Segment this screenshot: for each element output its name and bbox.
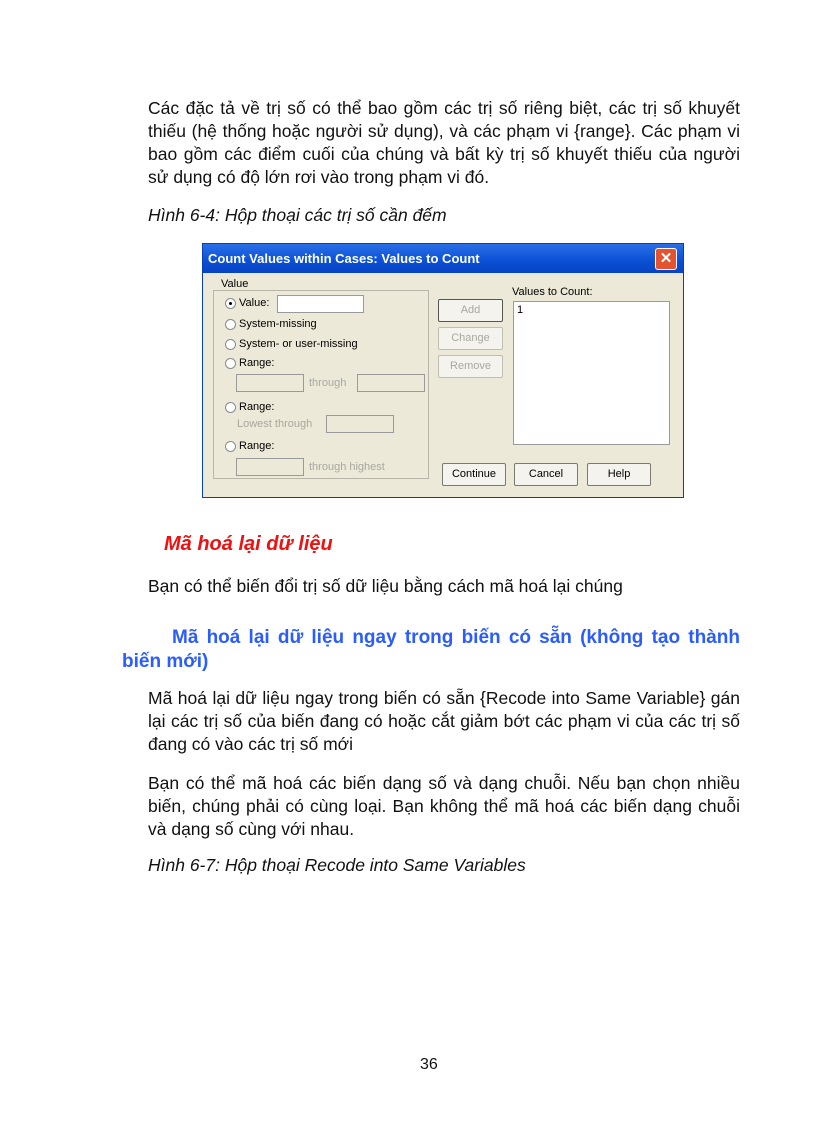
radio-range-highest-label: Range: [239,440,275,452]
cancel-button[interactable]: Cancel [514,463,578,486]
range-from-input[interactable] [236,374,304,392]
values-to-count-label: Values to Count: [512,286,593,298]
value-input[interactable] [277,295,364,313]
dialog-title: Count Values within Cases: Values to Count [203,244,683,273]
paragraph-recode-same: Mã hoá lại dữ liệu ngay trong biến có sẵn {Recode into Same Variable} gán lại các trị số của biến đang có hoặc cắt giảm bớt các phạm vi của các trị số đang có vào các trị số mới [148,688,740,754]
lowest-through-label: Lowest through [237,418,313,430]
count-values-dialog [202,243,684,498]
range-to-input[interactable] [357,374,425,392]
paragraph-recode-intro: Bạn có thể biến đổi trị số dữ liệu bằng cách mã hoá lại chúng [148,576,623,596]
figure-caption-6-4: Hình 6-4: Hộp thoại các trị số cần đếm [148,205,447,225]
through-highest-label: through highest [309,461,385,473]
change-button[interactable]: Change [438,327,503,350]
lowest-through-input[interactable] [326,415,394,433]
figure-caption-6-7: Hình 6-7: Hộp thoại Recode into Same Variables [148,855,526,875]
radio-range-label: Range: [239,357,275,369]
close-icon[interactable]: ✕ [655,248,677,270]
page-number: 36 [420,1056,438,1073]
radio-system-user-missing-label: System- or user-missing [239,338,358,350]
section-heading-recode: Mã hoá lại dữ liệu [164,533,333,555]
paragraph-recode-types: Bạn có thể mã hoá các biến dạng số và dạng chuỗi. Nếu bạn chọn nhiều biến, chúng phải có cùng loại. Bạn không thể mã hoá các biến dạng chuỗi và dạng số cùng với nhau. [148,773,740,839]
list-item[interactable]: 1 [517,304,524,316]
radio-system-missing[interactable] [225,319,236,330]
value-group-label: Value [221,278,249,290]
help-button[interactable]: Help [587,463,651,486]
radio-range-lowest-label: Range: [239,401,275,413]
add-button[interactable]: Add [438,299,503,322]
radio-value[interactable] [225,298,236,309]
values-to-count-list[interactable] [513,301,670,445]
radio-range-lowest[interactable] [225,402,236,413]
through-label: through [309,377,347,389]
remove-button[interactable]: Remove [438,355,503,378]
radio-system-missing-label: System-missing [239,318,317,330]
subsection-heading-recode-same: Mã hoá lại dữ liệu ngay trong biến có sẵn (không tạo thành biến mới) [122,627,740,672]
radio-range-highest[interactable] [225,441,236,452]
paragraph-value-specs: Các đặc tả về trị số có thể bao gồm các trị số riêng biệt, các trị số khuyết thiếu (hệ thống hoặc người sử dụng), và các phạm vi {range}. Các phạm vi bao gồm các điểm cuối của chúng và bất kỳ trị số khuyết thiếu của người sử dụng có độ lớn rơi vào trong phạm vi đó. [148,98,740,187]
radio-system-user-missing[interactable] [225,339,236,350]
through-highest-input[interactable] [236,458,304,476]
radio-range[interactable] [225,358,236,369]
radio-value-label: Value: [239,297,270,309]
continue-button[interactable]: Continue [442,463,506,486]
